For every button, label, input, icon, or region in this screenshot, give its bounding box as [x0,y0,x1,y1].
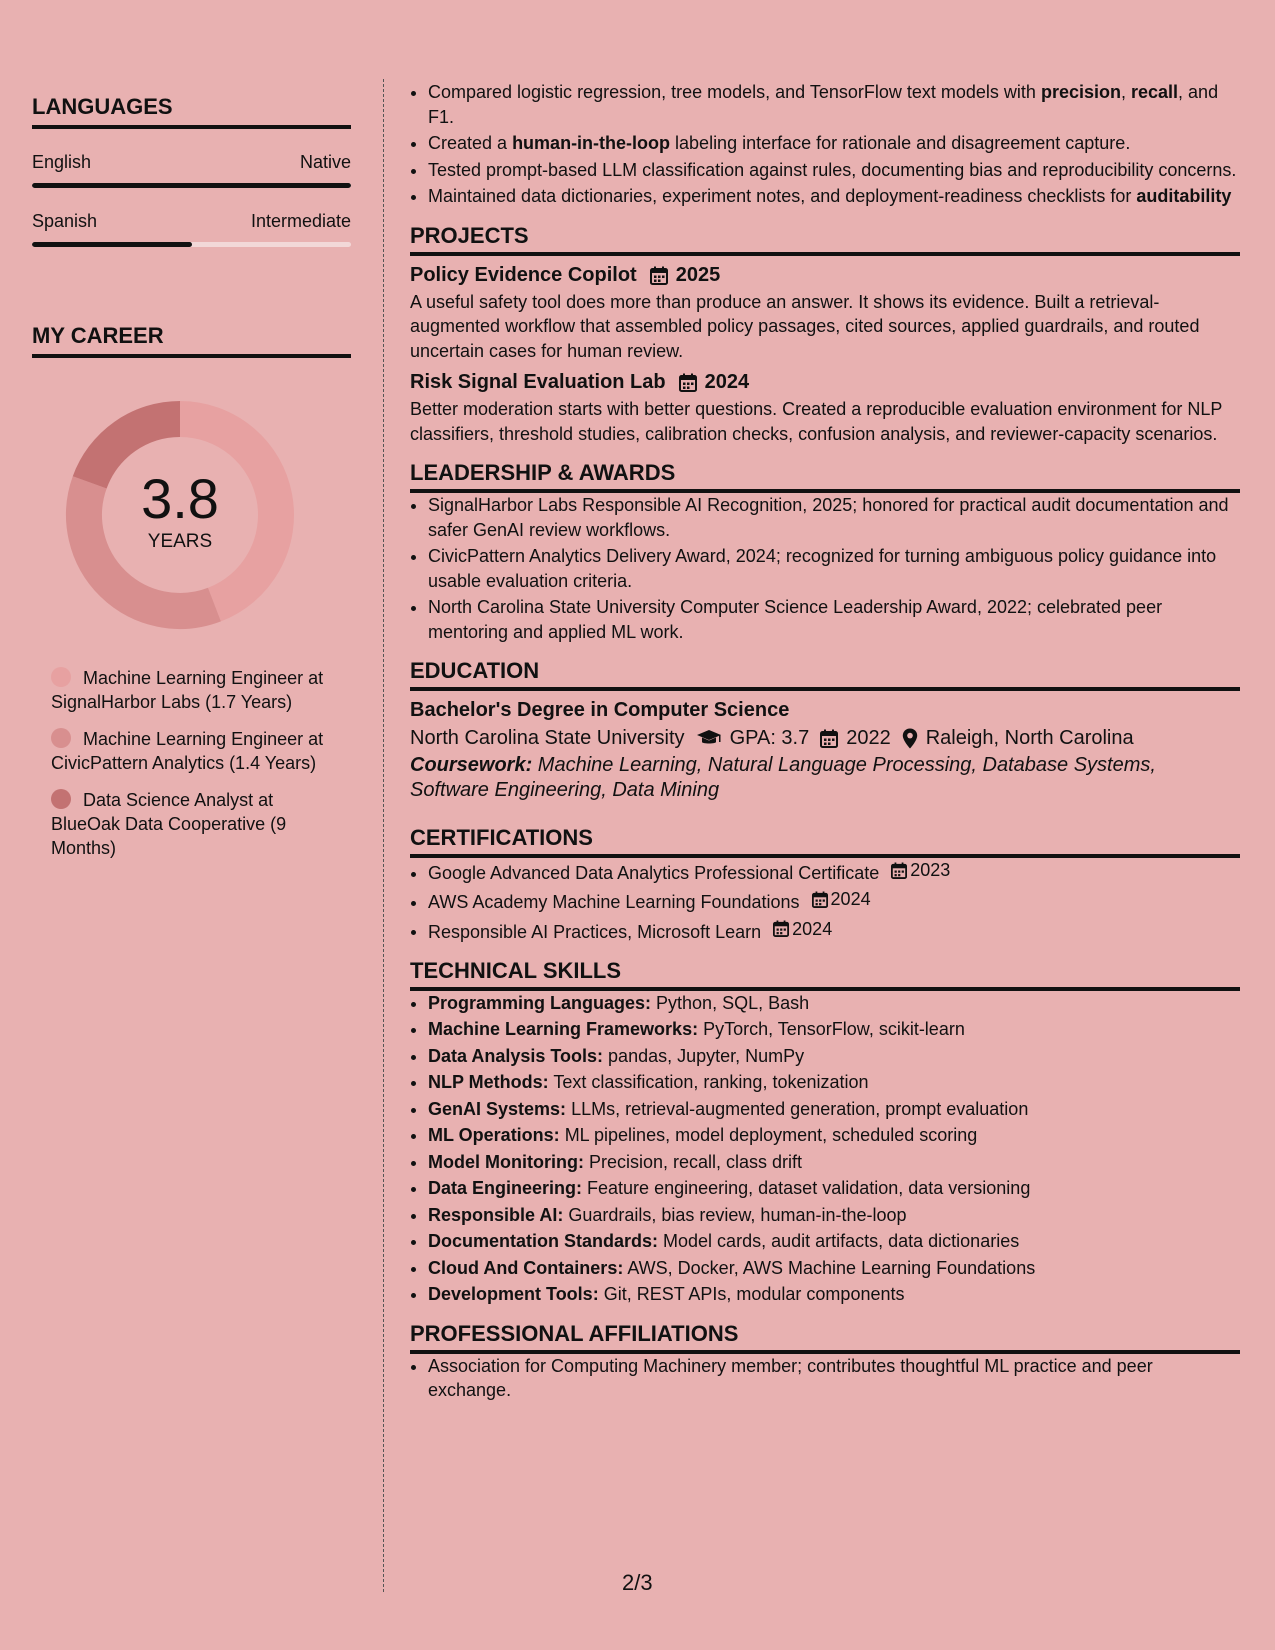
skill-item [428,1123,1240,1148]
skill-item [428,1044,1240,1069]
project-title: Policy Evidence Copilot [410,263,637,286]
page-number: 2/3 [622,1570,653,1595]
skill-value: Guardrails, bias review, human-in-the-loop [563,1204,907,1225]
bullet-text: , and F1. [428,82,1219,127]
projects-heading: PROJECTS [410,223,1240,256]
skill-value: AWS, Docker, AWS Machine Learning Foundations [623,1257,1036,1278]
skill-label: Documentation Standards: [428,1231,659,1252]
certification-name: AWS Academy Machine Learning Foundations [428,892,800,912]
skill-label: NLP Methods: [428,1072,549,1093]
skill-item [428,1256,1240,1281]
legend-item [51,666,341,714]
bullet-text: Tested prompt-based LLM classification against rules, documenting bias and reproducibility concerns. [428,159,1237,180]
certification-item [428,887,1240,914]
skill-value: ML pipelines, model deployment, scheduled scoring [559,1125,978,1146]
legend-swatch [51,667,71,687]
skill-label: Cloud And Containers: [428,1257,624,1278]
project-year: 2024 [704,371,750,393]
main-column [410,80,1240,1405]
gpa: GPA: 3.7 [729,727,810,749]
certification-year: 2023 [910,860,951,880]
legend-item [51,788,341,860]
skill-label: Responsible AI: [428,1204,564,1225]
skill-label: Programming Languages: [428,992,652,1013]
project-description: A useful safety tool does more than produce an answer. It shows its evidence. Built a retrieval-augmented workflow that assembled policy passages, cited sources, applied guardrails, and routed uncertain cases for human review. [410,291,1200,361]
experience-bullet [428,80,1240,129]
legend-label: Data Science Analyst at BlueOak Data Cooperative (9 Months) [51,790,287,858]
graduation-cap-icon [696,729,722,748]
bullet-text: precision [1040,82,1121,102]
skill-item [428,1176,1240,1201]
certification-date [891,858,950,883]
bullet-text: human-in-the-loop [512,133,671,153]
project-item [410,264,1240,364]
skills-heading: TECHNICAL SKILLS [410,958,1240,991]
map-pin-icon [902,728,918,749]
career-heading: MY CAREER [32,323,351,358]
awards-list [410,493,1240,644]
language-level: Native [299,152,351,172]
affiliation-item: • Association for Computing Machinery member; contributes thoughtful ML practice and peer exchange. [428,1354,1240,1403]
skill-item [428,1282,1240,1307]
skill-value: PyTorch, TensorFlow, scikit-learn [698,1019,965,1040]
skill-label: GenAI Systems: [428,1098,567,1119]
certification-item [428,858,1240,885]
skill-value: Precision, recall, class drift [583,1151,803,1172]
bullet-text: labeling interface for rationale and disagreement capture. [670,133,1131,153]
certifications-heading: CERTIFICATIONS [410,825,1240,858]
project-title: Risk Signal Evaluation Lab [410,371,666,393]
skill-item [428,1150,1240,1175]
language-level-fill [32,242,192,247]
project-description: Better moderation starts with better questions. Created a reproducible evaluation environment for NLP classifiers, threshold studies, calibration checks, confusion analysis, and reviewer-capacity scenarios. [410,399,1223,444]
language-level-fill [32,183,351,188]
awards-heading: LEADERSHIP & AWARDS [410,460,1240,493]
skill-item [428,991,1240,1016]
school-name: North Carolina State University [410,727,685,749]
affiliations-heading: PROFESSIONAL AFFILIATIONS [410,1321,1240,1354]
award-item: • North Carolina State University Computer Science Leadership Award, 2022; celebrated peer mentoring and applied ML work. [428,595,1240,644]
language-level: Intermediate [250,211,351,231]
skill-value: Python, SQL, Bash [651,992,810,1013]
skills-list [410,991,1240,1307]
skill-value: Git, REST APIs, modular components [598,1284,905,1305]
experience-bullet [428,131,1240,156]
legend-item [51,727,341,775]
education-details [410,727,1240,750]
certification-date [773,917,832,942]
coursework-list: Machine Learning, Natural Language Processing, Database Systems, Software Engineering, Data Mining [410,754,1156,801]
calendar-icon [679,373,697,392]
degree-title: Bachelor's Degree in Computer Science [410,699,790,721]
experience-bullets [410,80,1240,209]
career-total-years: 3.8 [141,467,219,530]
bullet-text: Compared logistic regression, tree models, and TensorFlow text models with [428,82,1041,102]
award-item: • SignalHarbor Labs Responsible AI Recognition, 2025; honored for practical audit documentation and safer GenAI review workflows. [428,493,1240,542]
certification-date [812,887,871,912]
skill-label: ML Operations: [428,1125,560,1146]
award-item: • CivicPattern Analytics Delivery Award, 2024; recognized for turning ambiguous policy guidance into usable evaluation criteria. [428,544,1240,593]
certification-name: Google Advanced Data Analytics Professional Certificate [428,862,880,883]
language-name: English [32,152,92,172]
skill-value: pandas, Jupyter, NumPy [603,1045,805,1066]
certification-item [428,917,1240,944]
calendar-icon [650,266,668,285]
project-year: 2025 [675,263,721,286]
legend-swatch [51,728,71,748]
language-english [32,152,351,188]
language-spanish [32,211,351,247]
certification-year: 2024 [830,889,871,910]
graduation-year: 2022 [846,727,891,749]
skill-item [428,1203,1240,1228]
legend-label: Machine Learning Engineer at SignalHarbor Labs (1.7 Years) [51,668,324,712]
certification-year: 2024 [792,918,833,939]
coursework [410,753,1240,803]
experience-bullet [428,184,1240,209]
skill-item [428,1097,1240,1122]
education-heading: EDUCATION [410,658,1240,691]
skill-value: LLMs, retrieval-augmented generation, prompt evaluation [566,1098,1029,1119]
school-location: Raleigh, North Carolina [925,727,1134,749]
skill-item [428,1017,1240,1042]
sidebar [32,94,351,873]
career-donut-chart [65,400,295,630]
certification-name: Responsible AI Practices, Microsoft Learn [428,921,762,942]
skill-value: Text classification, ranking, tokenization [548,1072,869,1093]
skill-value: Feature engineering, dataset validation, data versioning [582,1178,1031,1199]
legend-swatch [51,789,71,809]
language-level-bar [32,242,351,247]
language-name: Spanish [32,211,98,231]
column-divider [383,79,384,1592]
calendar-icon [812,891,828,908]
skill-label: Development Tools: [428,1284,599,1305]
bullet-text: auditability [1136,186,1232,206]
language-level-bar [32,183,351,188]
bullet-text: , [1120,82,1131,102]
skill-label: Model Monitoring: [428,1151,584,1172]
certifications-list [410,858,1240,944]
skill-label: Data Engineering: [428,1178,583,1199]
career-legend [51,666,341,860]
career-total-unit: YEARS [147,531,213,552]
coursework-label: Coursework: [410,754,533,776]
calendar-icon [820,729,838,748]
bullet-text: Maintained data dictionaries, experiment notes, and deployment-readiness checklists for [428,186,1137,206]
skill-label: Data Analysis Tools: [428,1045,604,1066]
experience-bullet [428,158,1240,183]
skill-value: Model cards, audit artifacts, data dictionaries [658,1231,1020,1252]
bullet-text: Created a [428,133,513,153]
legend-label: Machine Learning Engineer at CivicPattern Analytics (1.4 Years) [51,729,324,773]
bullet-text: recall [1131,82,1179,102]
skill-label: Machine Learning Frameworks: [428,1019,699,1040]
project-item [410,371,1240,446]
skill-item [428,1070,1240,1095]
languages-heading: LANGUAGES [32,94,351,129]
skill-item [428,1229,1240,1254]
calendar-icon [773,920,789,937]
calendar-icon [891,862,907,879]
affiliations-list [410,1354,1240,1403]
